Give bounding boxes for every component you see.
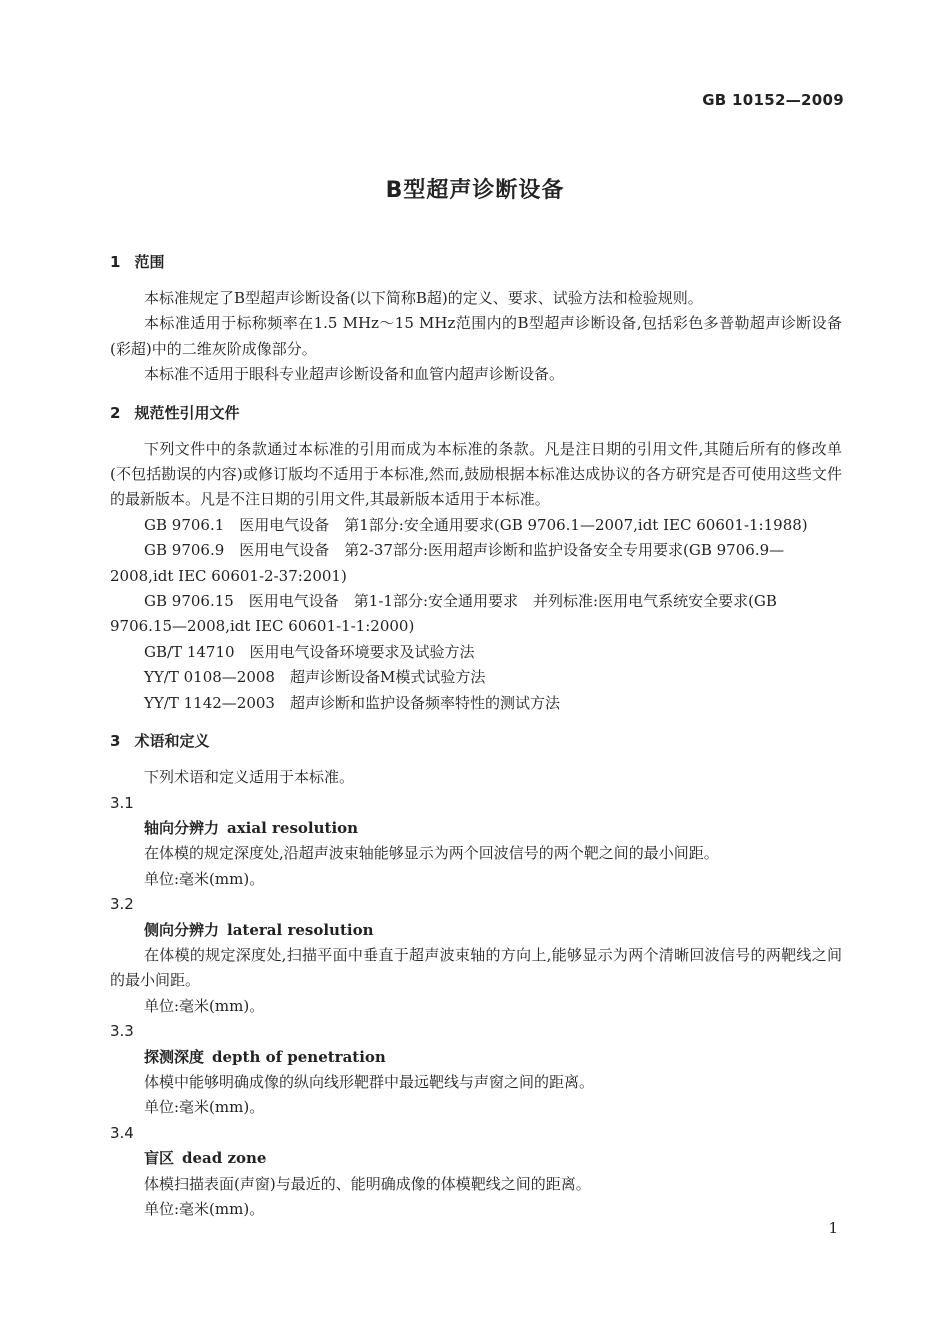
term-number: 3.1	[110, 793, 134, 812]
term-name	[110, 816, 842, 841]
term-definition: 体模扫描表面(声窗)与最近的、能明确成像的体模靶线之间的距离。	[144, 1174, 591, 1193]
reference-item: GB 9706.15 医用电气设备 第1-1部分:安全通用要求 并列标准:医用电气系统安全要求(GB 9706.15—2008,idt IEC 60601-1-1:2000)	[110, 592, 777, 636]
document-title: B型超声诊断设备	[385, 178, 565, 203]
term-name-zh: 探测深度	[144, 1047, 205, 1066]
term-name	[110, 1146, 842, 1171]
reference-item: GB/T 14710 医用电气设备环境要求及试验方法	[144, 642, 475, 661]
section-title: 范围	[134, 253, 165, 271]
term-unit: 单位:毫米(mm)。	[144, 1098, 265, 1117]
term-number: 3.4	[110, 1123, 134, 1142]
term-name-zh: 侧向分辨力	[144, 920, 220, 939]
standard-number: GB 10152—2009	[702, 91, 844, 109]
section-number: 3	[110, 732, 121, 751]
term-name	[110, 918, 842, 943]
section-heading-scope	[110, 250, 842, 275]
term-definition: 在体模的规定深度处,沿超声波束轴能够显示为两个回波信号的两个靶之间的最小间距。	[144, 844, 719, 863]
term-unit: 单位:毫米(mm)。	[144, 996, 265, 1015]
reference-item: YY/T 0108—2008 超声诊断设备M模式试验方法	[144, 668, 486, 687]
term-number: 3.2	[110, 895, 134, 914]
term-name-en: lateral resolution	[227, 920, 374, 939]
section-heading-terms-definitions	[110, 729, 842, 754]
term-name-zh: 轴向分辨力	[144, 818, 220, 837]
reference-item: YY/T 1142—2003 超声诊断和监护设备频率特性的测试方法	[144, 693, 560, 712]
paragraph: 下列术语和定义适用于本标准。	[144, 768, 355, 787]
paragraph: 本标准规定了B型超声诊断设备(以下简称B超)的定义、要求、试验方法和检验规则。	[144, 289, 703, 307]
term-name-zh: 盲区	[144, 1149, 175, 1168]
term-name-en: depth of penetration	[212, 1047, 386, 1066]
paragraph: 本标准不适用于眼科专业超声诊断设备和血管内超声诊断设备。	[144, 365, 565, 384]
reference-item: GB 9706.1 医用电气设备 第1部分:安全通用要求(GB 9706.1—2007,idt IEC 60601-1:1988)	[144, 515, 808, 534]
section-number: 2	[110, 403, 121, 422]
term-number: 3.3	[110, 1022, 134, 1041]
term-name-en: dead zone	[182, 1149, 267, 1168]
paragraph: 本标准适用于标称频率在1.5 MHz～15 MHz范围内的B型超声诊断设备,包括彩色多普勒超声诊断设备(彩超)中的二维灰阶成像部分。	[110, 314, 842, 358]
document-body	[110, 250, 842, 1222]
term-unit: 单位:毫米(mm)。	[144, 869, 265, 888]
paragraph: 下列文件中的条款通过本标准的引用而成为本标准的条款。凡是注日期的引用文件,其随后所有的修改单(不包括勘误的内容)或修订版均不适用于本标准,然而,鼓励根据本标准达成协议的各方研究是否可使用这些文件的最新版本。凡是不注日期的引用文件,其最新版本适用于本标准。	[110, 439, 842, 509]
reference-item: GB 9706.9 医用电气设备 第2-37部分:医用超声诊断和监护设备安全专用要求(GB 9706.9—2008,idt IEC 60601-2-37:2001)	[110, 541, 785, 585]
term-definition: 体模中能够明确成像的纵向线形靶群中最远靶线与声窗之间的距离。	[144, 1072, 595, 1091]
page-number: 1	[828, 1219, 838, 1237]
term-unit: 单位:毫米(mm)。	[144, 1200, 265, 1218]
section-heading-normative-references	[110, 401, 842, 426]
section-title: 规范性引用文件	[134, 403, 240, 422]
term-name	[110, 1045, 842, 1070]
term-definition: 在体模的规定深度处,扫描平面中垂直于超声波束轴的方向上,能够显示为两个清晰回波信号的两靶线之间的最小间距。	[110, 945, 842, 990]
section-title: 术语和定义	[134, 732, 210, 751]
section-number: 1	[110, 253, 121, 271]
term-name-en: axial resolution	[227, 818, 359, 837]
